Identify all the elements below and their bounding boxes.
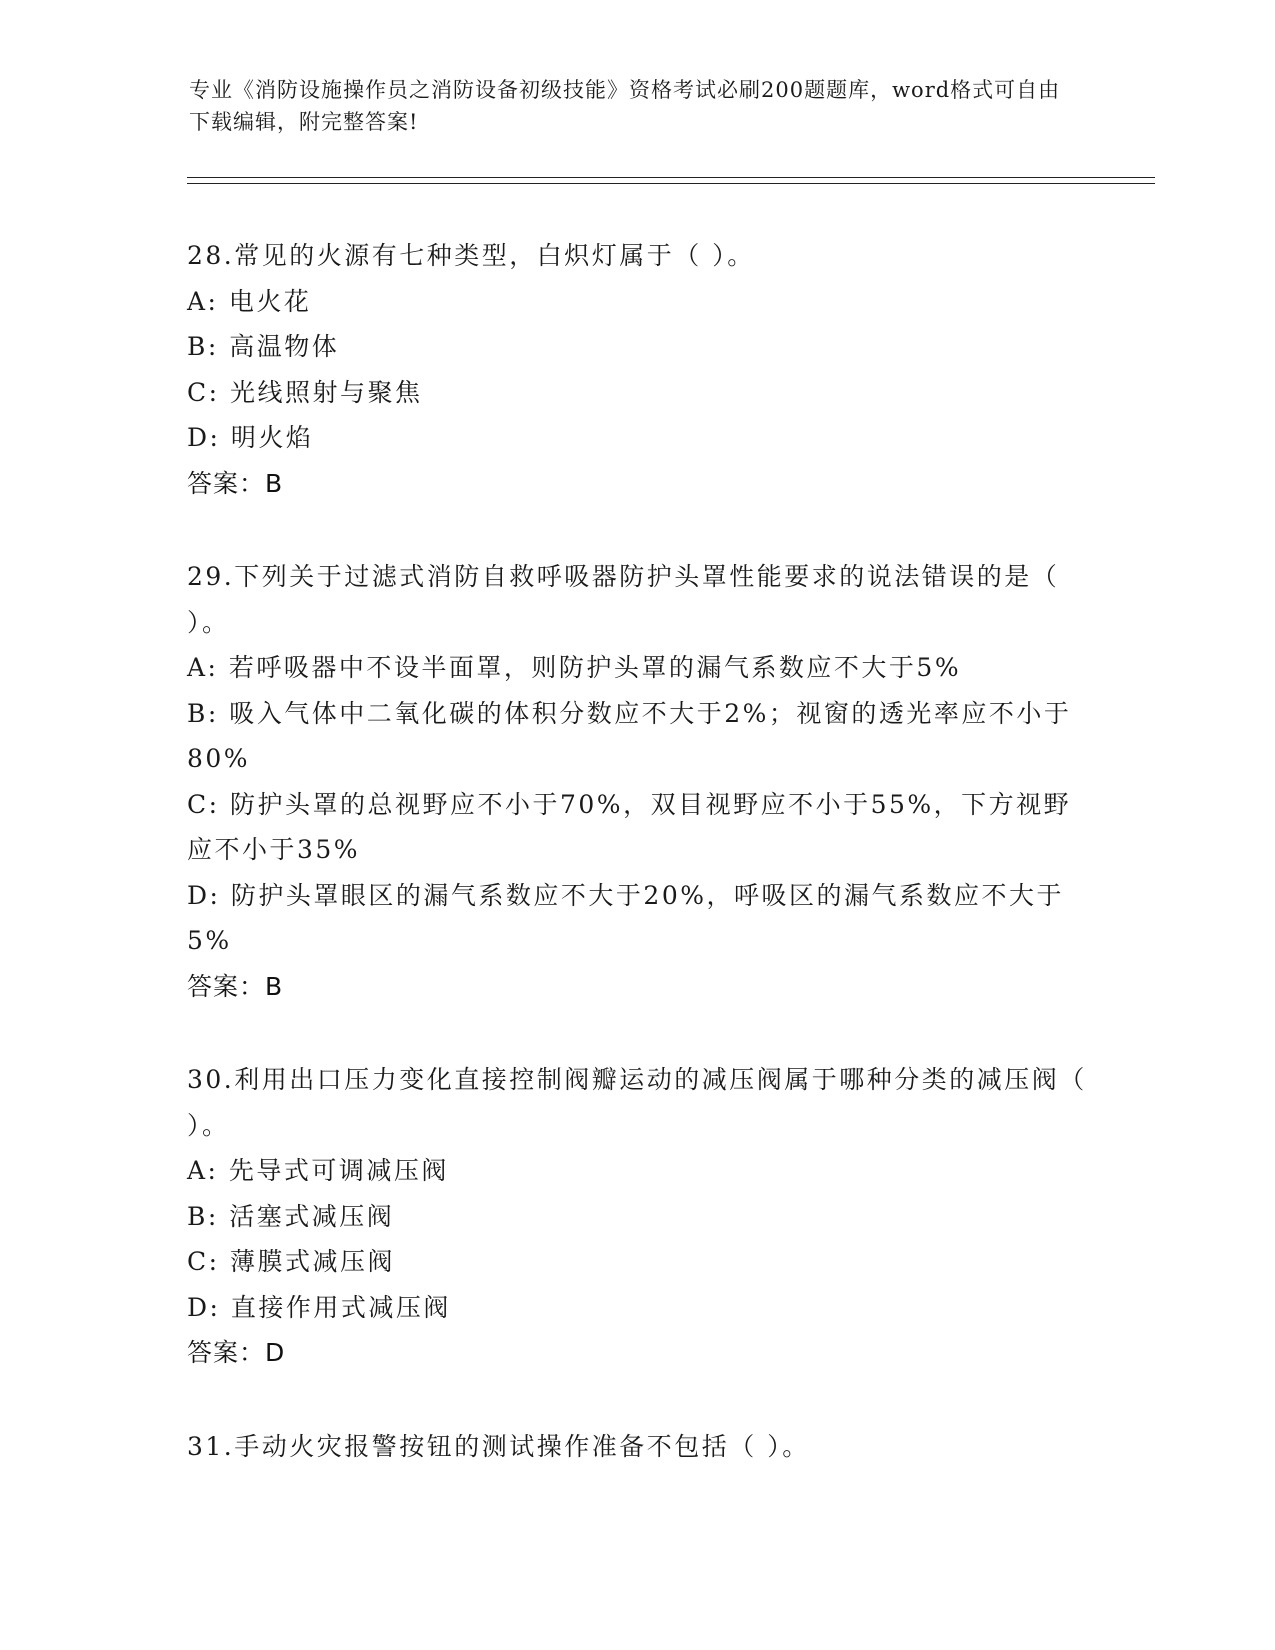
option-b: B: 活塞式减压阀: [187, 1201, 395, 1231]
option-d: D: 明火焰: [187, 423, 314, 452]
answer: 答案：D: [187, 1338, 286, 1367]
option-a: A: 电火花: [187, 286, 312, 316]
header-divider-bottom: [187, 183, 1155, 184]
question-stem: 31.手动火灾报警按钮的测试操作准备不包括（ ）。: [187, 1431, 810, 1461]
option-c: C: 薄膜式减压阀: [187, 1247, 395, 1276]
question-stem: 28.常见的火源有七种类型，白炽灯属于（ ）。: [187, 241, 755, 270]
option-c: C: 防护头罩的总视野应不小于70%，双目视野应不小于55%，下方视野应不小于35%: [187, 789, 1072, 864]
question-28: [187, 233, 1087, 506]
option-d: D: 防护头罩眼区的漏气系数应不大于20%，呼吸区的漏气系数应不大于5%: [187, 880, 1064, 955]
question-stem: 30.利用出口压力变化直接控制阀瓣运动的减压阀属于哪种分类的减压阀（ ）。: [187, 1065, 1087, 1140]
option-d: D: 直接作用式减压阀: [187, 1292, 451, 1322]
option-a: A: 若呼吸器中不设半面罩，则防护头罩的漏气系数应不大于5%: [187, 653, 962, 682]
option-c: C: 光线照射与聚焦: [187, 377, 423, 407]
header-divider-top: [187, 177, 1155, 178]
option-b: B: 吸入气体中二氧化碳的体积分数应不大于2%；视窗的透光率应不小于80%: [187, 698, 1072, 773]
option-b: B: 高温物体: [187, 332, 340, 361]
answer: 答案：B: [187, 971, 284, 1001]
question-stem: 29.下列关于过滤式消防自救呼吸器防护头罩性能要求的说法错误的是（ ）。: [187, 562, 1060, 637]
document-header: 专业《消防设施操作员之消防设备初级技能》资格考试必刷200题题库，word格式可自由下载编辑，附完整答案!: [189, 78, 1061, 134]
answer: 答案：B: [187, 468, 284, 498]
question-29: [187, 554, 1087, 1009]
question-list: [187, 233, 1087, 1517]
question-31: [187, 1424, 1087, 1470]
question-30: [187, 1057, 1087, 1376]
option-a: A: 先导式可调减压阀: [187, 1156, 449, 1185]
